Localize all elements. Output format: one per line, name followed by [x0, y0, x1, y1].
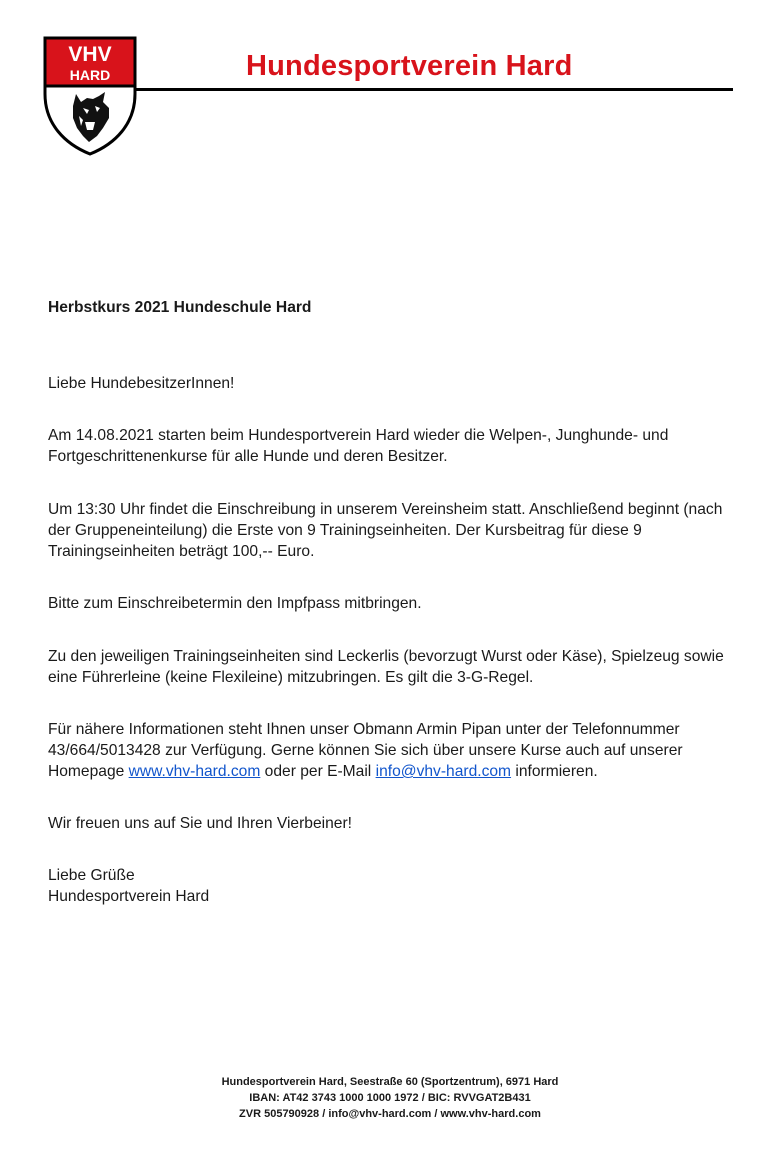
footer: [0, 1074, 780, 1122]
logo-text-bottom: HARD: [69, 67, 111, 83]
signoff: Liebe Grüße: [48, 867, 135, 884]
email-link[interactable]: info@vhv-hard.com: [375, 763, 512, 780]
paragraph-vaccination: Bitte zum Einschreibetermin den Impfpass mitbringen.: [48, 595, 422, 612]
homepage-link[interactable]: www.vhv-hard.com: [128, 763, 261, 780]
vhv-hard-logo: [43, 36, 137, 156]
logo-text-top: VHV: [68, 43, 112, 66]
contact-text-1: Für nähere Informationen steht Ihnen unser Obmann Armin Pipan unter der Telefonnummer 43/664/5013428 zur Verfügung. Gerne können Sie sich über unsere Kurse auch auf unserer Homepage: [48, 721, 683, 780]
closing-line: Wir freuen uns auf Sie und Ihren Vierbeiner!: [48, 815, 352, 832]
letter-greeting: Liebe HundebesitzerInnen!: [48, 375, 235, 392]
contact-text-2: oder per E-Mail: [260, 763, 376, 780]
header-rule: [135, 88, 733, 91]
footer-address: Hundesportverein Hard, Seestraße 60 (Sportzentrum), 6971 Hard: [221, 1076, 559, 1088]
contact-text-3: informieren.: [511, 763, 598, 780]
paragraph-registration: Um 13:30 Uhr findet die Einschreibung in unserem Vereinsheim statt. Anschließend beginnt (nach der Gruppeneinteilung) die Erste von 9 Trainingseinheiten. Der Kursbeitrag für diese 9 Trainingseinheiten beträgt 100,-- Euro.: [48, 501, 723, 560]
footer-bank: IBAN: AT42 3743 1000 1000 1972 / BIC: RVVGAT2B431: [249, 1092, 531, 1104]
letter-subject: Herbstkurs 2021 Hundeschule Hard: [48, 299, 312, 316]
signature: Hundesportverein Hard: [48, 888, 210, 905]
paragraph-course-start: Am 14.08.2021 starten beim Hundesportverein Hard wieder die Welpen-, Junghunde- und Fortgeschrittenenkurse für alle Hunde und deren Besitzer.: [48, 427, 669, 465]
header-title: Hundesportverein Hard: [246, 50, 573, 82]
paragraph-contact: [48, 719, 738, 782]
footer-registry: ZVR 505790928 / info@vhv-hard.com / www.vhv-hard.com: [239, 1108, 541, 1120]
letter-body: [48, 297, 738, 907]
paragraph-equipment: Zu den jeweiligen Trainingseinheiten sind Leckerlis (bevorzugt Wurst oder Käse), Spielzeug sowie eine Führerleine (keine Flexileine) mitzubringen. Es gilt die 3-G-Regel.: [48, 648, 724, 686]
